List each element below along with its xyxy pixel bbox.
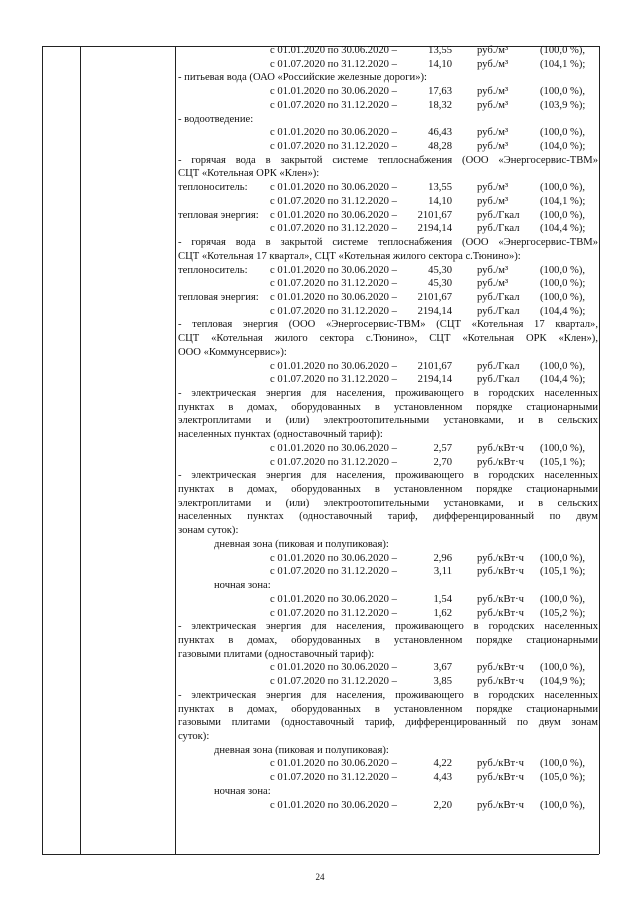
tariff-period: с 01.01.2020 по 30.06.2020 – — [270, 442, 397, 454]
tariff-value: 45,30 — [428, 264, 452, 276]
tariff-period: с 01.07.2020 по 31.12.2020 – — [270, 772, 397, 784]
zone-heading: ночная зона: — [214, 580, 271, 592]
tariff-percent: (105,2 %); — [540, 607, 586, 619]
tariff-percent: (104,1 %); — [540, 195, 586, 207]
tariff-component-label: теплоноситель: — [178, 182, 248, 194]
tariff-percent: (100,0 %), — [540, 360, 586, 372]
tariff-value: 1,62 — [433, 607, 452, 619]
tariff-percent: (100,0 %), — [540, 264, 586, 276]
tariff-percent: (104,4 %); — [540, 305, 586, 317]
tariff-rate-row — [178, 593, 598, 606]
tariff-rate-row — [178, 126, 598, 139]
tariff-component-label: теплоноситель: — [178, 264, 248, 276]
tariff-component-label: тепловая энергия: — [178, 291, 259, 303]
tariff-period: с 01.01.2020 по 30.06.2020 – — [270, 291, 397, 303]
tariff-unit: руб./кВт·ч — [477, 566, 524, 578]
tariff-unit: руб./м³ — [477, 58, 509, 70]
tariff-value: 2194,14 — [417, 374, 452, 386]
tariff-value: 46,43 — [428, 127, 452, 139]
text-line: СЦТ «Котельная ОРК «Клен»): — [178, 168, 320, 180]
tariff-value: 17,63 — [428, 86, 452, 98]
tariff-unit: руб./м³ — [477, 127, 509, 139]
table-border-left — [42, 46, 43, 854]
tariff-rate-row — [178, 85, 598, 98]
tariff-rate-row — [178, 209, 598, 222]
tariff-rate-row — [178, 661, 598, 674]
tariff-rate-row — [178, 456, 598, 469]
text-line: пунктах в домах, оборудованных в установленном порядке стационарными — [178, 703, 598, 715]
tariff-rate-row — [178, 264, 598, 277]
tariff-rate-row — [178, 552, 598, 565]
tariff-rate-row — [178, 373, 598, 386]
tariff-percent: (100,0 %), — [540, 209, 586, 221]
tariff-rate-row — [178, 222, 598, 235]
tariff-rate-row — [178, 360, 598, 373]
tariff-period: с 01.01.2020 по 30.06.2020 – — [270, 45, 397, 56]
tariff-period: с 01.01.2020 по 30.06.2020 – — [270, 264, 397, 276]
text-line: газовыми плитами (одноставочный тариф): — [178, 648, 375, 660]
tariff-unit: руб./Гкал — [477, 374, 520, 386]
tariff-period: с 01.07.2020 по 31.12.2020 – — [270, 676, 397, 688]
tariff-rate-row — [178, 442, 598, 455]
tariff-unit: руб./кВт·ч — [477, 772, 524, 784]
tariff-value: 14,10 — [428, 195, 452, 207]
tariff-unit: руб./кВт·ч — [477, 758, 524, 770]
text-line: - горячая вода в закрытой системе теплоснабжения (ООО «Энергосервис-ТВМ» — [178, 237, 598, 249]
tariff-value: 2194,14 — [417, 223, 452, 235]
text-line: пунктах в домах, оборудованных в установленном порядке стационарными — [178, 401, 598, 413]
tariff-period: с 01.01.2020 по 30.06.2020 – — [270, 758, 397, 770]
tariff-unit: руб./кВт·ч — [477, 607, 524, 619]
tariff-percent: (104,1 %); — [540, 58, 586, 70]
text-line: ООО «Коммунсервис»): — [178, 346, 287, 358]
tariff-percent: (105,1 %); — [540, 566, 586, 578]
tariff-value: 4,43 — [433, 772, 452, 784]
tariff-value: 48,28 — [428, 141, 452, 153]
tariff-component-label: тепловая энергия: — [178, 209, 259, 221]
tariff-value: 3,11 — [433, 566, 452, 578]
tariff-unit: руб./м³ — [477, 141, 509, 153]
tariff-unit: руб./м³ — [477, 195, 509, 207]
tariff-percent: (103,9 %); — [540, 99, 586, 111]
tariff-rate-row — [178, 291, 598, 304]
tariff-unit: руб./Гкал — [477, 223, 520, 235]
tariff-percent: (100,0 %), — [540, 45, 586, 56]
tariff-period: с 01.01.2020 по 30.06.2020 – — [270, 593, 397, 605]
text-line: - электрическая энергия для населения, проживающего в городских населенных — [178, 470, 598, 482]
tariff-period: с 01.01.2020 по 30.06.2020 – — [270, 127, 397, 139]
tariff-rate-row — [178, 99, 598, 112]
tariff-unit: руб./м³ — [477, 45, 509, 56]
text-line: СЦТ «Котельная жилого сектора с.Тюнино», СЦТ «Котельная ОРК «Клен»), — [178, 333, 598, 345]
tariff-period: с 01.07.2020 по 31.12.2020 – — [270, 305, 397, 317]
text-line: - водоотведение: — [178, 113, 254, 125]
text-line: электроплитами и (или) электроотопительными установками, и в сельских — [178, 497, 598, 509]
tariff-rate-row — [178, 565, 598, 578]
tariff-percent: (100,0 %), — [540, 758, 586, 770]
tariff-period: с 01.01.2020 по 30.06.2020 – — [270, 662, 397, 674]
tariff-value: 1,54 — [433, 593, 452, 605]
tariff-period: с 01.07.2020 по 31.12.2020 – — [270, 607, 397, 619]
tariff-percent: (104,9 %); — [540, 676, 586, 688]
tariff-period: с 01.07.2020 по 31.12.2020 – — [270, 223, 397, 235]
tariff-rate-row — [178, 771, 598, 784]
tariff-percent: (104,0 %); — [540, 141, 586, 153]
text-line: - тепловая энергия (ООО «Энергосервис-ТВМ» (СЦТ «Котельная 17 квартал», — [178, 319, 598, 331]
tariff-value: 2,57 — [433, 442, 452, 454]
tariff-rate-row — [178, 195, 598, 208]
tariff-percent: (100,0 %), — [540, 86, 586, 98]
tariff-unit: руб./Гкал — [477, 360, 520, 372]
tariff-value: 2,70 — [433, 456, 452, 468]
tariff-percent: (100,0 %), — [540, 127, 586, 139]
table-bottom-border — [42, 854, 599, 855]
tariff-unit: руб./Гкал — [477, 291, 520, 303]
tariff-percent: (100,0 %), — [540, 182, 586, 194]
tariff-unit: руб./м³ — [477, 182, 509, 194]
tariff-period: с 01.01.2020 по 30.06.2020 – — [270, 209, 397, 221]
tariff-percent: (104,4 %); — [540, 223, 586, 235]
text-line: пунктах в домах, оборудованных в установленном порядке стационарными — [178, 634, 598, 646]
tariff-period: с 01.07.2020 по 31.12.2020 – — [270, 99, 397, 111]
tariff-period: с 01.07.2020 по 31.12.2020 – — [270, 278, 397, 290]
tariff-rate-row — [178, 58, 598, 71]
tariff-unit: руб./кВт·ч — [477, 552, 524, 564]
table-border-right — [599, 46, 600, 854]
tariff-period: с 01.07.2020 по 31.12.2020 – — [270, 195, 397, 207]
tariff-value: 2,20 — [433, 799, 452, 811]
tariff-value: 13,55 — [428, 182, 452, 194]
tariff-period: с 01.07.2020 по 31.12.2020 – — [270, 58, 397, 70]
tariff-percent: (100,0 %), — [540, 799, 586, 811]
tariff-unit: руб./м³ — [477, 264, 509, 276]
text-line: - горячая вода в закрытой системе теплоснабжения (ООО «Энергосервис-ТВМ» — [178, 154, 598, 166]
tariff-rate-row — [178, 181, 598, 194]
tariff-percent: (100,0 %), — [540, 662, 586, 674]
zone-heading: дневная зона (пиковая и полупиковая): — [214, 744, 389, 756]
tariff-percent: (100,0 %), — [540, 291, 586, 303]
tariff-rate-row — [178, 44, 598, 57]
tariff-percent: (105,0 %); — [540, 772, 586, 784]
text-line: - электрическая энергия для населения, проживающего в городских населенных — [178, 621, 598, 633]
tariff-value: 4,22 — [433, 758, 452, 770]
tariff-unit: руб./Гкал — [477, 305, 520, 317]
text-line: СЦТ «Котельная 17 квартал», СЦТ «Котельная жилого сектора с.Тюнино»): — [178, 250, 521, 262]
tariff-rate-row — [178, 277, 598, 290]
text-line: населенных пунктах (одноставочный тариф, дифференцированный по двум — [178, 511, 598, 523]
tariff-period: с 01.07.2020 по 31.12.2020 – — [270, 141, 397, 153]
tariff-percent: (100,0 %), — [540, 593, 586, 605]
tariff-percent: (100,0 %), — [540, 552, 586, 564]
tariff-unit: руб./кВт·ч — [477, 442, 524, 454]
tariff-value: 2,96 — [433, 552, 452, 564]
tariff-rate-row — [178, 757, 598, 770]
tariff-percent: (105,1 %); — [540, 456, 586, 468]
tariff-unit: руб./м³ — [477, 99, 509, 111]
text-line: - питьевая вода (ОАО «Российские железные дороги»): — [178, 72, 427, 84]
text-line: суток): — [178, 731, 210, 742]
tariff-unit: руб./м³ — [477, 278, 509, 290]
page-number: 24 — [315, 872, 325, 882]
zone-heading: ночная зона: — [214, 785, 271, 797]
tariff-value: 2194,14 — [417, 305, 452, 317]
tariff-value: 2101,67 — [417, 360, 452, 372]
text-line: населенных пунктах (одноставочный тариф): — [178, 429, 383, 441]
zone-heading: дневная зона (пиковая и полупиковая): — [214, 538, 389, 550]
tariff-unit: руб./кВт·ч — [477, 456, 524, 468]
tariff-rate-row — [178, 305, 598, 318]
tariff-unit: руб./м³ — [477, 86, 509, 98]
tariff-period: с 01.01.2020 по 30.06.2020 – — [270, 86, 397, 98]
tariff-percent: (100,0 %), — [540, 442, 586, 454]
tariff-rate-row — [178, 140, 598, 153]
tariff-value: 45,30 — [428, 278, 452, 290]
text-line: пунктах в домах, оборудованных в установленном порядке стационарными — [178, 484, 598, 496]
tariff-unit: руб./кВт·ч — [477, 799, 524, 811]
tariff-unit: руб./кВт·ч — [477, 662, 524, 674]
tariff-value: 2101,67 — [417, 291, 452, 303]
tariff-period: с 01.01.2020 по 30.06.2020 – — [270, 799, 397, 811]
table-column-divider-2 — [175, 46, 176, 854]
tariff-value: 13,55 — [428, 45, 452, 56]
tariff-rate-row — [178, 675, 598, 688]
table-column-divider-1 — [80, 46, 81, 854]
tariff-period: с 01.01.2020 по 30.06.2020 – — [270, 182, 397, 194]
text-line: - электрическая энергия для населения, проживающего в городских населенных — [178, 388, 598, 399]
tariff-period: с 01.07.2020 по 31.12.2020 – — [270, 566, 397, 578]
tariff-unit: руб./кВт·ч — [477, 676, 524, 688]
tariff-value: 14,10 — [428, 58, 452, 70]
tariff-value: 18,32 — [428, 99, 452, 111]
text-line: зонам суток): — [178, 525, 239, 537]
tariff-unit: руб./кВт·ч — [477, 593, 524, 605]
tariff-period: с 01.07.2020 по 31.12.2020 – — [270, 456, 397, 468]
tariff-rate-row — [178, 607, 598, 620]
tariff-period: с 01.01.2020 по 30.06.2020 – — [270, 552, 397, 564]
tariff-period: с 01.07.2020 по 31.12.2020 – — [270, 374, 397, 386]
tariff-percent: (100,0 %); — [540, 278, 586, 290]
tariff-value: 2101,67 — [417, 209, 452, 221]
tariff-unit: руб./Гкал — [477, 209, 520, 221]
tariff-rate-row — [178, 799, 598, 812]
text-line: газовыми плитами (одноставочный тариф, дифференцированный по двум зонам — [178, 717, 598, 729]
tariff-value: 3,85 — [433, 676, 452, 688]
tariff-period: с 01.01.2020 по 30.06.2020 – — [270, 360, 397, 372]
text-line: электроплитами и (или) электроотопительными установками, и в сельских — [178, 415, 598, 427]
tariff-value: 3,67 — [433, 662, 452, 674]
tariff-percent: (104,4 %); — [540, 374, 586, 386]
text-line: - электрическая энергия для населения, проживающего в городских населенных — [178, 689, 598, 701]
